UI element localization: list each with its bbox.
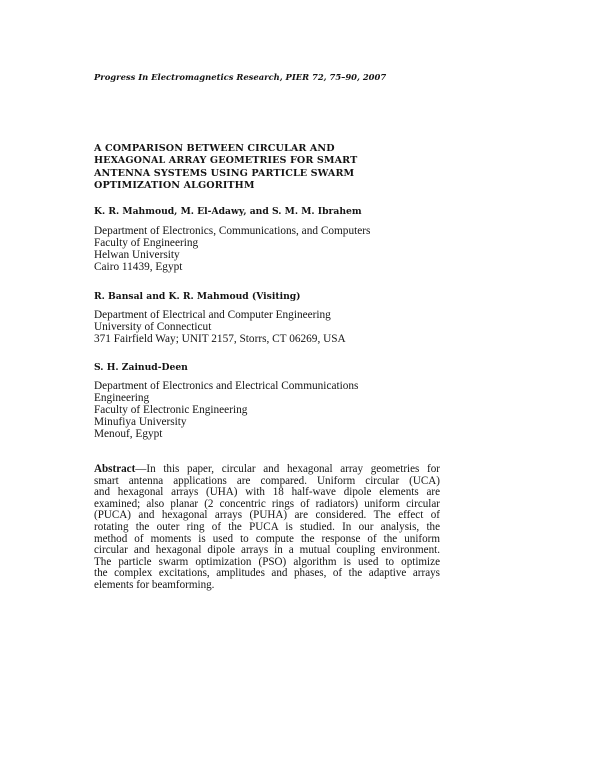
- abstract-text: —In this paper, circular and hexagonal array geometries for: [135, 463, 440, 475]
- abstract: [94, 464, 440, 592]
- title-line: A COMPARISON BETWEEN CIRCULAR AND: [94, 143, 335, 154]
- affiliation-group-2: [94, 310, 434, 346]
- abstract-line: and hexagonal arrays (UHA) with 18 half-wave dipole elements are: [94, 486, 440, 499]
- abstract-line: [94, 464, 440, 476]
- authors-group-2: R. Bansal and K. R. Mahmoud (Visiting): [94, 291, 301, 302]
- affiliation-line: 371 Fairfield Way; UNIT 2157, Storrs, CT 06269, USA: [94, 332, 346, 345]
- affiliation-line: Department of Electrical and Computer Engineering: [94, 309, 331, 321]
- abstract-line: the complex excitations, amplitudes and phases, of the adaptive arrays: [94, 567, 440, 580]
- abstract-line: (PUCA) and hexagonal arrays (PUHA) are considered. The effect of: [94, 509, 440, 522]
- abstract-line: method of moments is used to compute the response of the uniform: [94, 532, 440, 545]
- affiliation-line: Department of Electronics and Electrical Communications: [94, 380, 359, 392]
- affiliation-line: Minufiya University: [94, 415, 187, 428]
- affiliation-line: Department of Electronics, Communications, and Computers: [94, 225, 371, 237]
- journal-citation: Progress In Electromagnetics Research, PIER 72, 75–90, 2007: [94, 72, 387, 82]
- affiliation-line: Menouf, Egypt: [94, 427, 163, 440]
- abstract-label: Abstract: [94, 463, 136, 475]
- affiliation-group-1: [94, 226, 434, 274]
- affiliation-line: Cairo 11439, Egypt: [94, 260, 183, 273]
- title-line: ANTENNA SYSTEMS USING PARTICLE SWARM: [94, 167, 355, 179]
- authors-group-3: S. H. Zainud-Deen: [94, 362, 188, 373]
- abstract-line: circular and hexagonal dipole arrays in a mutual coupling environment.: [94, 544, 440, 557]
- abstract-line: smart antenna applications are compared. Uniform circular (UCA): [94, 474, 440, 487]
- affiliation-line: Faculty of Electronic Engineering: [94, 403, 248, 416]
- abstract-line: examined; also planar (2 concentric rings of radiators) uniform circular: [94, 497, 440, 510]
- title-line: HEXAGONAL ARRAY GEOMETRIES FOR SMART: [94, 155, 358, 167]
- abstract-line: rotating the outer ring of the PUCA is studied. In our analysis, the: [94, 520, 440, 533]
- affiliation-line: University of Connecticut: [94, 320, 212, 333]
- abstract-line: elements for beamforming.: [94, 578, 215, 591]
- title-line: OPTIMIZATION ALGORITHM: [94, 180, 255, 192]
- affiliation-group-3: [94, 381, 434, 441]
- affiliation-line: Engineering: [94, 391, 150, 404]
- authors-group-1: K. R. Mahmoud, M. El-Adawy, and S. M. M. Ibrahem: [94, 206, 362, 217]
- affiliation-line: Helwan University: [94, 248, 180, 261]
- paper-title: [94, 143, 474, 193]
- affiliation-line: Faculty of Engineering: [94, 236, 199, 249]
- abstract-line: The particle swarm optimization (PSO) algorithm is used to optimize: [94, 555, 440, 568]
